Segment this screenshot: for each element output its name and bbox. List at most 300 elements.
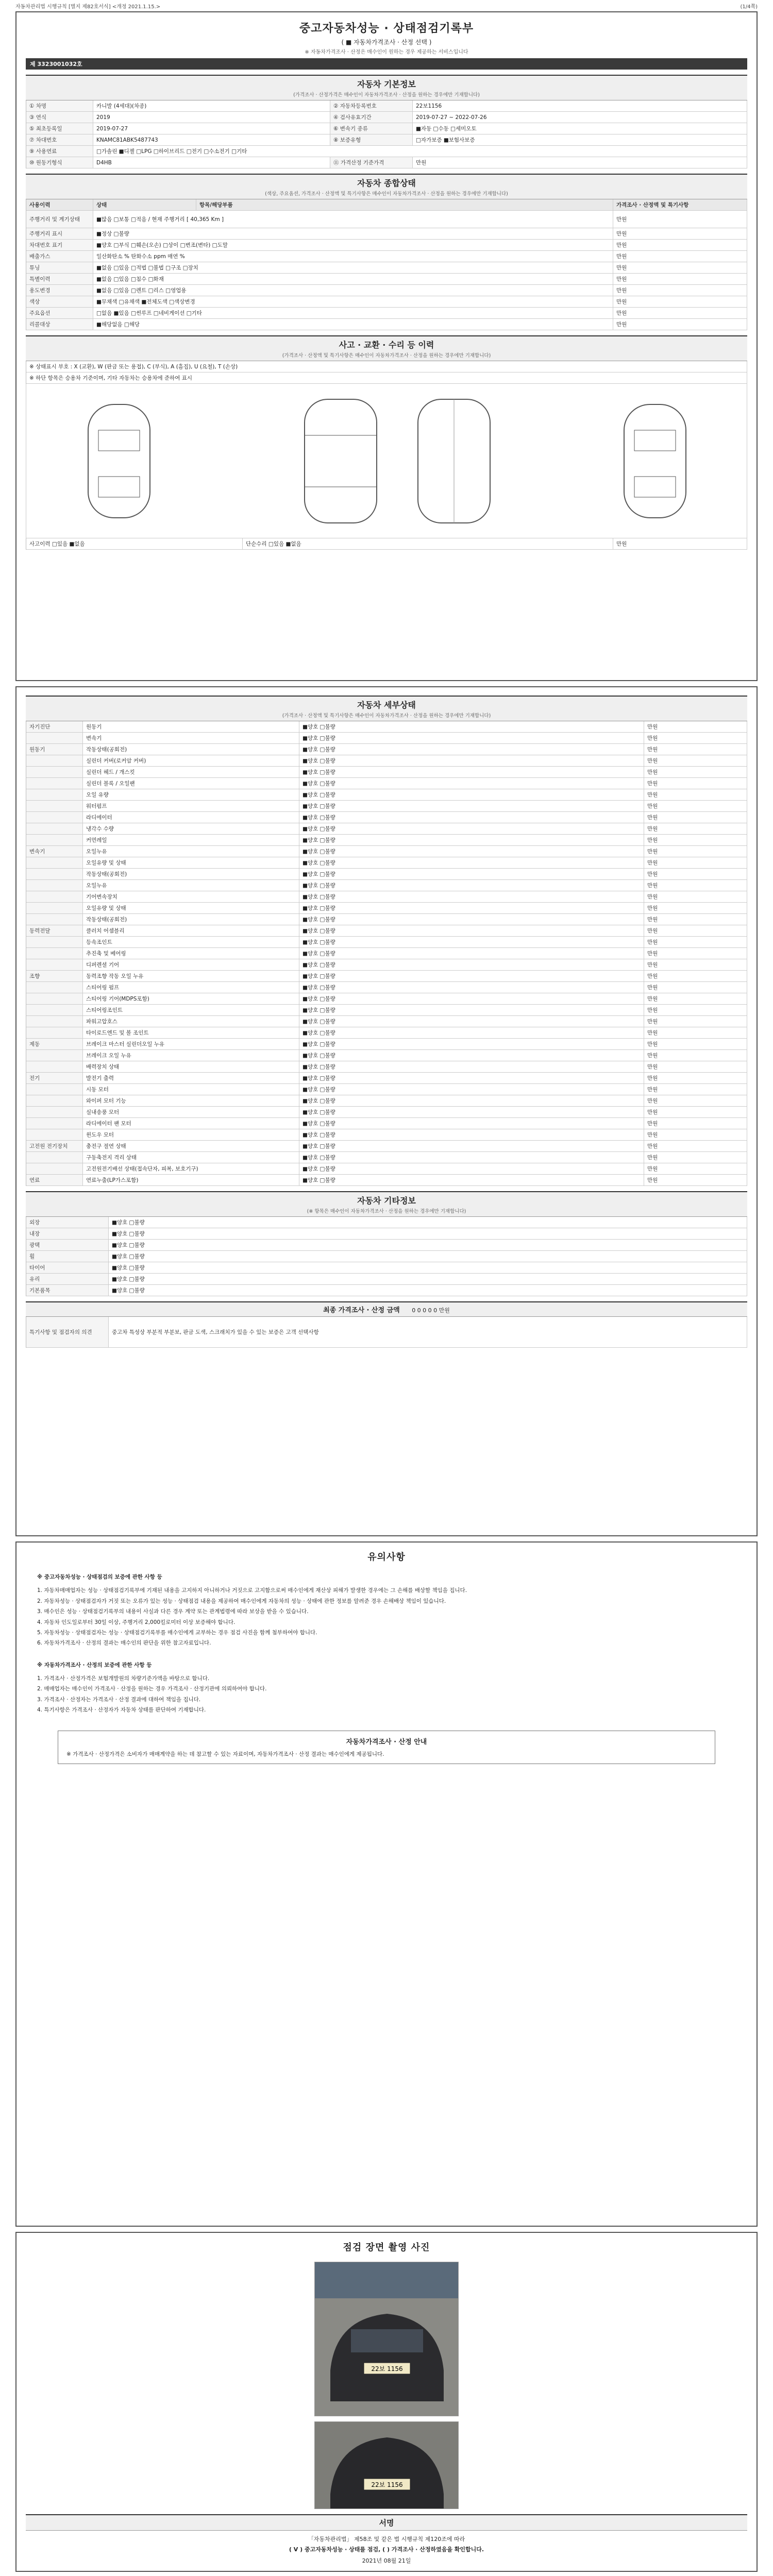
field-label: ⑪ 가격산정 기준가격	[330, 157, 413, 168]
item-state: ■양호 □불량	[299, 1152, 644, 1163]
group-label: 동력전달	[26, 925, 83, 936]
accident-status: 사고이력 □있음 ■없음	[26, 538, 243, 549]
table-row	[26, 971, 747, 982]
item-price: 만원	[644, 1016, 747, 1027]
page-3	[15, 1541, 758, 2227]
final-price-title: 최종 가격조사 · 산정 금액	[323, 1307, 400, 1314]
group-label	[26, 937, 83, 947]
field-label: ④ 검사유효기간	[330, 112, 413, 123]
item-price: 만원	[644, 1005, 747, 1015]
table-row	[26, 982, 747, 993]
item-price: 만원	[644, 1027, 747, 1038]
row-value: ■양호 □부식 □훼손(오손) □상이 □변조(변타) □도말	[93, 240, 613, 250]
row-label: 리콜대상	[26, 319, 93, 330]
field-value: 2019	[93, 112, 330, 123]
table-row	[26, 319, 747, 330]
row-price: 만원	[613, 262, 747, 273]
item-state: ■양호 □불량	[299, 1050, 644, 1061]
row-value: ■없음 □있음 □적법 □불법 □구조 □장치	[93, 262, 613, 273]
field-label: ① 차명	[26, 100, 93, 111]
table-row	[26, 112, 747, 123]
list-item: 2. 매매업자는 매수인이 가격조사 · 산정을 원하는 경우 가격조사 · 산정기관에 의뢰하여야 합니다.	[37, 1686, 267, 1692]
notice-section-1	[16, 1572, 757, 1648]
other-info-label: 타이어	[26, 1262, 109, 1273]
form-reference: 자동차관리법 시행규칙 [별지 제82호서식] <개정 2021.1.15.>	[15, 4, 161, 10]
table-row	[26, 823, 747, 835]
group-label	[26, 1163, 83, 1174]
item-price: 만원	[644, 733, 747, 743]
group-label	[26, 1005, 83, 1015]
item-label: 작동상태(공회전)	[83, 914, 299, 925]
inspection-photo-front	[314, 2262, 459, 2416]
special-notes	[26, 1317, 747, 1348]
group-label: 연료	[26, 1175, 83, 1185]
field-label: ⑦ 차대번호	[26, 134, 93, 145]
table-row	[26, 1061, 747, 1073]
section-detail-status	[26, 696, 747, 721]
table-row	[26, 274, 747, 285]
notice-list	[37, 1586, 736, 1648]
other-info-state: ■양호 □불량	[109, 1285, 747, 1296]
item-state: ■양호 □불량	[299, 1095, 644, 1106]
field-value: KNAMC81ABK5487743	[93, 134, 330, 145]
photo-section-title: 점검 장면 촬영 사진	[343, 2242, 430, 2253]
table-row	[26, 1050, 747, 1061]
item-price: 만원	[644, 1175, 747, 1185]
table-row	[26, 891, 747, 903]
row-price: 만원	[613, 251, 747, 262]
section-title: 자동차 기타정보	[357, 1196, 416, 1206]
group-label	[26, 733, 83, 743]
item-state: ■양호 □불량	[299, 1005, 644, 1015]
table-row	[26, 100, 747, 112]
car-front-photo	[315, 2262, 459, 2416]
row-price: 만원	[613, 274, 747, 284]
item-label: 냉각수 수량	[83, 823, 299, 834]
table-row	[26, 372, 747, 384]
item-label: 발전기 출력	[83, 1073, 299, 1083]
group-label: 조향	[26, 971, 83, 981]
table-row	[26, 744, 747, 755]
item-state: ■양호 □불량	[299, 778, 644, 789]
table-row	[26, 251, 747, 262]
other-info-label: 내장	[26, 1228, 109, 1239]
notice-title: 유의사항	[367, 1552, 406, 1563]
accident-legend	[26, 361, 747, 384]
group-label	[26, 801, 83, 811]
item-state: ■양호 □불량	[299, 767, 644, 777]
group-label	[26, 993, 83, 1004]
item-state: ■양호 □불량	[299, 880, 644, 891]
item-label: 원동기	[83, 721, 299, 732]
item-state: ■양호 □불량	[299, 993, 644, 1004]
item-price: 만원	[644, 869, 747, 879]
other-info-label: 기본품목	[26, 1285, 109, 1296]
item-price: 만원	[644, 1152, 747, 1163]
column-header: 상태	[93, 199, 196, 210]
list-item: 6. 자동차가격조사 · 산정의 결과는 매수인의 판단을 위한 참고자료입니다.	[37, 1640, 211, 1647]
item-label: 스티어링 펌프	[83, 982, 299, 993]
signature-title: 서명	[26, 2514, 747, 2531]
field-value: ■자동 □수동 □세미오토	[413, 123, 747, 134]
column-header: 사용이력	[26, 199, 93, 210]
signature-text-2: ( V ) 중고자동차성능 · 상태를 점검, ( ) 가격조사 · 산정하였음을 확인합니다.	[289, 2546, 484, 2553]
item-state: ■양호 □불량	[299, 835, 644, 845]
legend-text: ※ 하단 항목은 승용차 기준이며, 기타 자동차는 승용차에 준하여 표시	[26, 372, 747, 383]
group-label	[26, 914, 83, 925]
item-label: 라디에이터 팬 모터	[83, 1118, 299, 1129]
group-label	[26, 835, 83, 845]
overall-status-table	[26, 199, 747, 330]
table-row	[26, 993, 747, 1005]
item-state: ■양호 □불량	[299, 1118, 644, 1129]
item-price: 만원	[644, 903, 747, 913]
car-diagram	[26, 384, 749, 537]
list-item: 5. 자동차성능 · 상태점검자는 성능 · 상태점검기록부를 매수인에게 교부하는 경우 점검 사진을 함께 첨부하여야 합니다.	[37, 1629, 317, 1636]
car-outline-right	[624, 404, 686, 518]
item-state: ■양호 □불량	[299, 1073, 644, 1083]
item-label: 추진축 및 베어링	[83, 948, 299, 959]
item-label: 커먼레일	[83, 835, 299, 845]
field-value: 2019-07-27 ~ 2022-07-26	[413, 112, 747, 123]
group-label	[26, 903, 83, 913]
item-label: 오일누유	[83, 846, 299, 857]
group-label	[26, 959, 83, 970]
row-value: □없음 ■있음 □썬루프 □네비게이션 □기타	[93, 308, 613, 318]
item-price: 만원	[644, 1039, 747, 1049]
list-item: 2. 자동차성능 · 상태점검자가 거짓 또는 오류가 있는 성능 · 상태점검 내용을 제공하여 매수인에게 자동차의 성능 · 상태에 관한 정보를 알려준 경우 손해배상 책임이 있습니다.	[37, 1598, 446, 1604]
group-label	[26, 1027, 83, 1038]
item-label: 기어변속장치	[83, 891, 299, 902]
item-state: ■양호 □불량	[299, 733, 644, 743]
group-label	[26, 1118, 83, 1129]
item-label: 실린더 블록 / 오일팬	[83, 778, 299, 789]
table-row	[26, 1317, 747, 1348]
item-state: ■양호 □불량	[299, 789, 644, 800]
table-row	[26, 1039, 747, 1050]
other-info-table	[26, 1217, 747, 1296]
item-price: 만원	[644, 721, 747, 732]
group-label	[26, 778, 83, 789]
item-state: ■양호 □불량	[299, 1027, 644, 1038]
row-price: 만원	[613, 285, 747, 296]
row-value: 일산화탄소 % 탄화수소 ppm 매연 %	[93, 251, 613, 262]
item-state: ■양호 □불량	[299, 903, 644, 913]
item-label: 실린더 커버(로커암 커버)	[83, 755, 299, 766]
group-label	[26, 823, 83, 834]
item-price: 만원	[644, 891, 747, 902]
item-price: 만원	[644, 835, 747, 845]
other-info-label: 유리	[26, 1274, 109, 1284]
table-row	[26, 1073, 747, 1084]
item-state: ■양호 □불량	[299, 1084, 644, 1095]
item-label: 연료누출(LP가스포함)	[83, 1175, 299, 1185]
group-label: 제동	[26, 1039, 83, 1049]
row-value: ■무채색 □유채색 ■전체도색 □색상변경	[93, 296, 613, 307]
row-label: 주행거리 표시	[26, 228, 93, 239]
item-label: 실린더 헤드 / 개스킷	[83, 767, 299, 777]
row-label: 색상	[26, 296, 93, 307]
item-state: ■양호 □불량	[299, 971, 644, 981]
other-info-state: ■양호 □불량	[109, 1217, 747, 1228]
item-price: 만원	[644, 846, 747, 857]
section-note: (가격조사 · 산정액 및 특기사항은 매수인이 자동차가격조사 · 산정을 원하는 경우에만 기재합니다)	[282, 353, 491, 359]
table-row	[26, 240, 747, 251]
table-row	[26, 1005, 747, 1016]
item-state: ■양호 □불량	[299, 1039, 644, 1049]
group-label: 고전원 전기장치	[26, 1141, 83, 1151]
item-state: ■양호 □불량	[299, 937, 644, 947]
item-label: 클러치 어셈블리	[83, 925, 299, 936]
inspection-photo-rear	[314, 2421, 459, 2509]
page-2	[15, 686, 758, 1536]
table-row	[26, 1274, 747, 1285]
column-header: 항목/해당부품	[196, 199, 613, 210]
item-label: 작동상태(공회전)	[83, 869, 299, 879]
signature-date: 2021년 08월 21일	[362, 2557, 411, 2564]
group-label	[26, 1095, 83, 1106]
list-item: 3. 매수인은 성능 · 상태점검기록부의 내용이 사실과 다른 경우 계약 또는 관계법령에 따라 보상을 받을 수 있습니다.	[37, 1608, 309, 1615]
table-row	[26, 1141, 747, 1152]
item-label: 배력장치 상태	[83, 1061, 299, 1072]
document-subtitle: ( ■ 자동차가격조사 · 산정 선택 )	[341, 39, 432, 46]
section-basic-info	[26, 75, 747, 100]
section-other-info	[26, 1191, 747, 1217]
item-label: 디퍼렌셜 기어	[83, 959, 299, 970]
item-label: 충전구 절연 상태	[83, 1141, 299, 1151]
table-row	[26, 812, 747, 823]
field-label: ⑤ 최초등록일	[26, 123, 93, 134]
legend-text: ※ 상태표시 부호 : X (교환), W (판금 또는 용접), C (부식), A (흠집), U (요철), T (손상)	[26, 361, 747, 372]
group-label	[26, 1016, 83, 1027]
field-value: □가솔린 ■디젤 □LPG □하이브리드 □전기 □수소전기 □기타	[93, 146, 747, 157]
row-label: 차대번호 표기	[26, 240, 93, 250]
item-state: ■양호 □불량	[299, 1061, 644, 1072]
group-label	[26, 948, 83, 959]
item-state: ■양호 □불량	[299, 857, 644, 868]
special-notes-label: 특기사항 및 점검자의 의견	[26, 1317, 109, 1347]
document-number: 3323001032호	[37, 61, 82, 67]
section-title: 자동차 종합상태	[357, 178, 416, 188]
document-subnote: ※ 자동차가격조사 · 산정은 매수인이 원하는 경우 제공하는 서비스입니다	[305, 49, 468, 55]
item-state: ■양호 □불량	[299, 1175, 644, 1185]
accident-summary	[26, 538, 747, 550]
item-price: 만원	[644, 880, 747, 891]
table-row	[26, 801, 747, 812]
group-label	[26, 1107, 83, 1117]
table-row	[26, 1217, 747, 1228]
final-price-header	[26, 1301, 747, 1317]
repair-status: 단순수리 □있음 ■없음	[243, 538, 613, 549]
item-label: 스티어링조인트	[83, 1005, 299, 1015]
row-value: ■많음 □보통 □적음 / 현재 주행거리 [ 40,365 Km ]	[93, 211, 613, 228]
other-info-state: ■양호 □불량	[109, 1274, 747, 1284]
section-title: 사고 · 교환 · 수리 등 이력	[339, 340, 434, 350]
item-price: 만원	[644, 755, 747, 766]
table-row	[26, 211, 747, 228]
item-price: 만원	[644, 1107, 747, 1117]
table-row	[26, 228, 747, 240]
table-row	[26, 1016, 747, 1027]
field-label: ③ 연식	[26, 112, 93, 123]
item-label: 작동상태(공회전)	[83, 744, 299, 755]
table-row	[26, 1251, 747, 1262]
table-row	[26, 285, 747, 296]
row-price: 만원	[613, 319, 747, 330]
item-label: 고전원전기배선 상태(접속단자, 피복, 보호기구)	[83, 1163, 299, 1174]
notice-heading: ※ 자동차가격조사 · 산정의 보증에 관한 사항 등	[37, 1662, 152, 1668]
table-row	[26, 1228, 747, 1240]
table-row	[26, 925, 747, 937]
list-item: 3. 가격조사 · 산정자는 가격조사 · 산정 결과에 대하여 책임을 집니다.	[37, 1696, 201, 1703]
item-label: 와이퍼 모터 기능	[83, 1095, 299, 1106]
notice-heading: ※ 중고자동차성능 · 상태점검의 보증에 관한 사항 등	[37, 1574, 162, 1580]
item-state: ■양호 □불량	[299, 1016, 644, 1027]
item-price: 만원	[644, 1095, 747, 1106]
page-4	[15, 2232, 758, 2572]
item-price: 만원	[644, 914, 747, 925]
group-label	[26, 1084, 83, 1095]
group-label	[26, 1129, 83, 1140]
page-1	[15, 11, 758, 681]
car-diagram-area	[26, 384, 747, 538]
group-label	[26, 891, 83, 902]
table-row	[26, 296, 747, 308]
table-row	[26, 789, 747, 801]
license-plate-1: 22보 1156	[371, 2365, 403, 2372]
list-item: 1. 자동차매매업자는 성능 · 상태점검기록부에 기재된 내용을 고지하지 아니하거나 거짓으로 고지함으로써 매수인에게 재산상 피해가 발생한 경우에는 그 손해를 배상할 책임을 집니다.	[37, 1587, 467, 1594]
notice-section-2	[16, 1660, 757, 1715]
other-info-state: ■양호 □불량	[109, 1251, 747, 1262]
section-title: 자동차 세부상태	[357, 700, 416, 710]
car-outline-top	[305, 399, 377, 523]
item-label: 파워고압호스	[83, 1016, 299, 1027]
item-price: 만원	[644, 1050, 747, 1061]
group-label	[26, 812, 83, 823]
item-price: 만원	[644, 993, 747, 1004]
item-label: 윈도우 모터	[83, 1129, 299, 1140]
table-row	[26, 937, 747, 948]
item-state: ■양호 □불량	[299, 948, 644, 959]
item-state: ■양호 □불량	[299, 869, 644, 879]
notice-list	[37, 1674, 736, 1715]
field-label: ⑧ 보증유형	[330, 134, 413, 145]
item-price: 만원	[644, 778, 747, 789]
field-label: ② 자동차등록번호	[330, 100, 413, 111]
list-item: 4. 자동차 인도일로부터 30일 이상, 주행거리 2,000킬로미터 이상 보증해야 합니다.	[37, 1619, 236, 1625]
other-info-state: ■양호 □불량	[109, 1228, 747, 1239]
item-price: 만원	[644, 982, 747, 993]
item-label: 라디에이터	[83, 812, 299, 823]
table-row	[26, 948, 747, 959]
item-state: ■양호 □불량	[299, 914, 644, 925]
car-outline-under	[418, 399, 490, 523]
table-row	[26, 846, 747, 857]
item-label: 변속기	[83, 733, 299, 743]
row-value: ■없음 □있음 □침수 □화재	[93, 274, 613, 284]
table-row	[26, 123, 747, 134]
item-price: 만원	[644, 959, 747, 970]
group-label	[26, 869, 83, 879]
item-price: 만원	[644, 1084, 747, 1095]
accident-price: 만원	[613, 538, 747, 549]
table-row	[26, 1129, 747, 1141]
table-row	[26, 1118, 747, 1129]
item-price: 만원	[644, 1061, 747, 1072]
item-state: ■양호 □불량	[299, 1107, 644, 1117]
item-label: 브레이크 오일 누유	[83, 1050, 299, 1061]
table-row	[26, 146, 747, 157]
row-label: 배출가스	[26, 251, 93, 262]
item-label: 브레이크 마스터 실린더오일 누유	[83, 1039, 299, 1049]
table-row	[26, 1175, 747, 1186]
section-note: (가격조사 · 산정가격은 매수인이 자동차가격조사 · 산정을 원하는 경우에만 기재합니다)	[293, 92, 480, 98]
item-state: ■양호 □불량	[299, 846, 644, 857]
group-label	[26, 767, 83, 777]
row-label: 특별이력	[26, 274, 93, 284]
item-label: 스티어링 기어(MDPS포함)	[83, 993, 299, 1004]
item-state: ■양호 □불량	[299, 755, 644, 766]
item-label: 시동 모터	[83, 1084, 299, 1095]
group-label: 변속기	[26, 846, 83, 857]
basic-info-table	[26, 100, 747, 168]
table-row	[26, 1084, 747, 1095]
row-price: 만원	[613, 240, 747, 250]
item-label: 구동축전지 격리 상태	[83, 1152, 299, 1163]
table-row	[26, 778, 747, 789]
row-price: 만원	[613, 228, 747, 239]
item-price: 만원	[644, 744, 747, 755]
table-row	[26, 959, 747, 971]
item-state: ■양호 □불량	[299, 1141, 644, 1151]
row-label: 주행거리 및 계기상태	[26, 211, 93, 228]
table-row	[26, 835, 747, 846]
table-row	[26, 1095, 747, 1107]
item-state: ■양호 □불량	[299, 801, 644, 811]
row-price: 만원	[613, 296, 747, 307]
page-count: (1/4쪽)	[740, 4, 758, 10]
car-outline-left	[88, 404, 150, 518]
car-rear-photo	[315, 2422, 459, 2509]
item-state: ■양호 □불량	[299, 823, 644, 834]
item-label: 오일유량 및 상태	[83, 857, 299, 868]
signature-text-1: 「자동차관리법」 제58조 및 같은 법 시행규칙 제120조에 따라	[308, 2536, 465, 2543]
table-row	[26, 880, 747, 891]
row-price: 만원	[613, 211, 747, 228]
table-row	[26, 903, 747, 914]
item-price: 만원	[644, 1163, 747, 1174]
table-header-row	[26, 199, 747, 211]
list-item: 1. 가격조사 · 산정가격은 보험개발원의 차량기준가액을 바탕으로 합니다.	[37, 1675, 210, 1682]
section-note: (가격조사 · 산정액 및 특기사항은 매수인이 자동차가격조사 · 산정을 원하는 경우에만 기재합니다)	[282, 713, 491, 719]
document-number-label: 제	[30, 61, 36, 67]
group-label	[26, 789, 83, 800]
item-state: ■양호 □불량	[299, 1163, 644, 1174]
table-row	[26, 538, 747, 550]
item-state: ■양호 □불량	[299, 812, 644, 823]
section-note: (※ 항목은 매수인이 자동차가격조사 · 산정을 원하는 경우에만 기재합니다)	[307, 1209, 466, 1214]
item-price: 만원	[644, 1129, 747, 1140]
item-label: 오일누유	[83, 880, 299, 891]
item-label: 오일유량 및 상태	[83, 903, 299, 913]
field-value: 카니발 (4세대)(차종)	[93, 100, 330, 111]
table-row	[26, 767, 747, 778]
license-plate-2: 22보 1156	[371, 2481, 403, 2488]
table-row	[26, 857, 747, 869]
table-row	[26, 1285, 747, 1296]
row-label: 튜닝	[26, 262, 93, 273]
field-value: D4HB	[93, 157, 330, 168]
